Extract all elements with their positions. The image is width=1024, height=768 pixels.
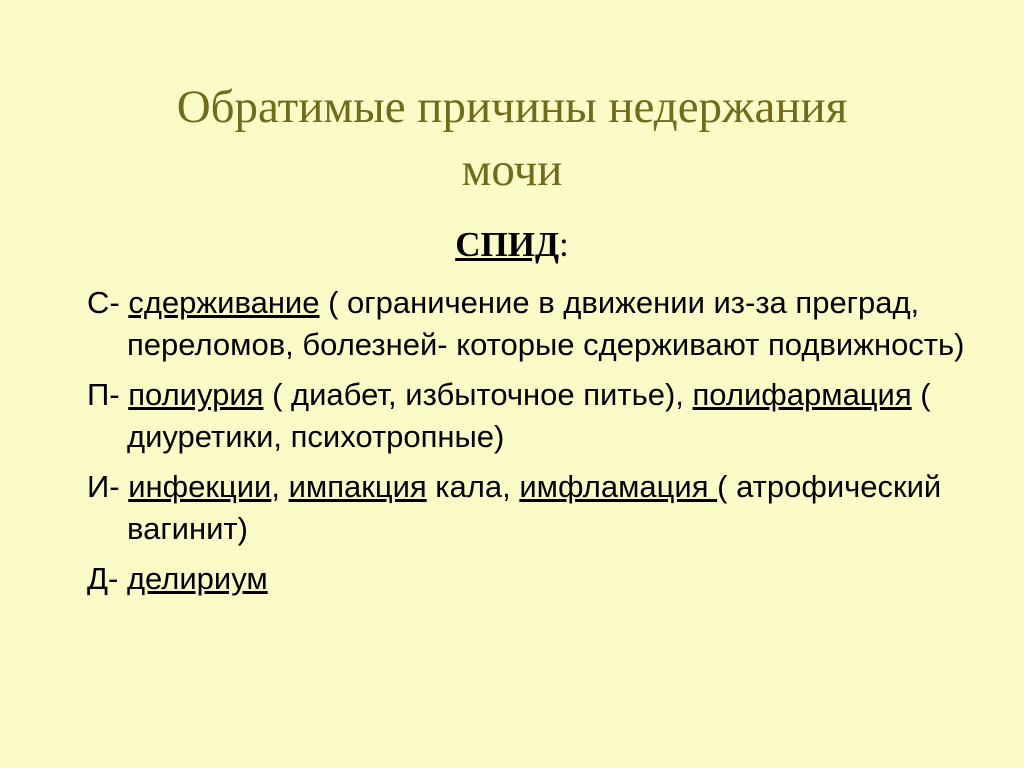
acronym-text: СПИД [455,225,560,264]
list-item-prefix: И- [87,469,129,504]
list-item-text: кала, [426,469,520,504]
slide-title-line-2: мочи [461,144,563,196]
list-item-prefix: Д- [87,561,127,596]
list-item-term: сдерживание [128,285,320,320]
list-item-term: инфекции [128,469,272,504]
list-item-prefix: С- [87,285,129,320]
list-item [87,282,967,366]
list-item-prefix: П- [87,377,129,412]
cause-list [87,282,967,608]
list-item-text: ( диабет, избыточное питье), [263,377,693,412]
list-item-term: делириум [126,561,268,596]
list-item-term: полифармация [692,377,912,412]
slide-title-line-1: Обратимые причины недержания [176,81,848,133]
list-item-text: ( ограничение в движении из-за преград, переломов, болезней- которые сдерживают подвижность) [127,285,965,362]
acronym-colon: : [559,225,569,264]
list-item-term: импакция [288,469,427,504]
slide-title [0,76,1024,202]
list-item-text: , [271,469,289,504]
acronym-heading [0,222,1024,268]
list-item [87,374,967,458]
list-item [87,466,967,550]
list-item [87,558,967,600]
list-item-text: ( диуретики, психотропные) [127,377,931,454]
list-item-text: ( атрофический вагинит) [127,469,942,546]
list-item-term: имфламация [519,469,718,504]
list-item-term: полиурия [128,377,264,412]
